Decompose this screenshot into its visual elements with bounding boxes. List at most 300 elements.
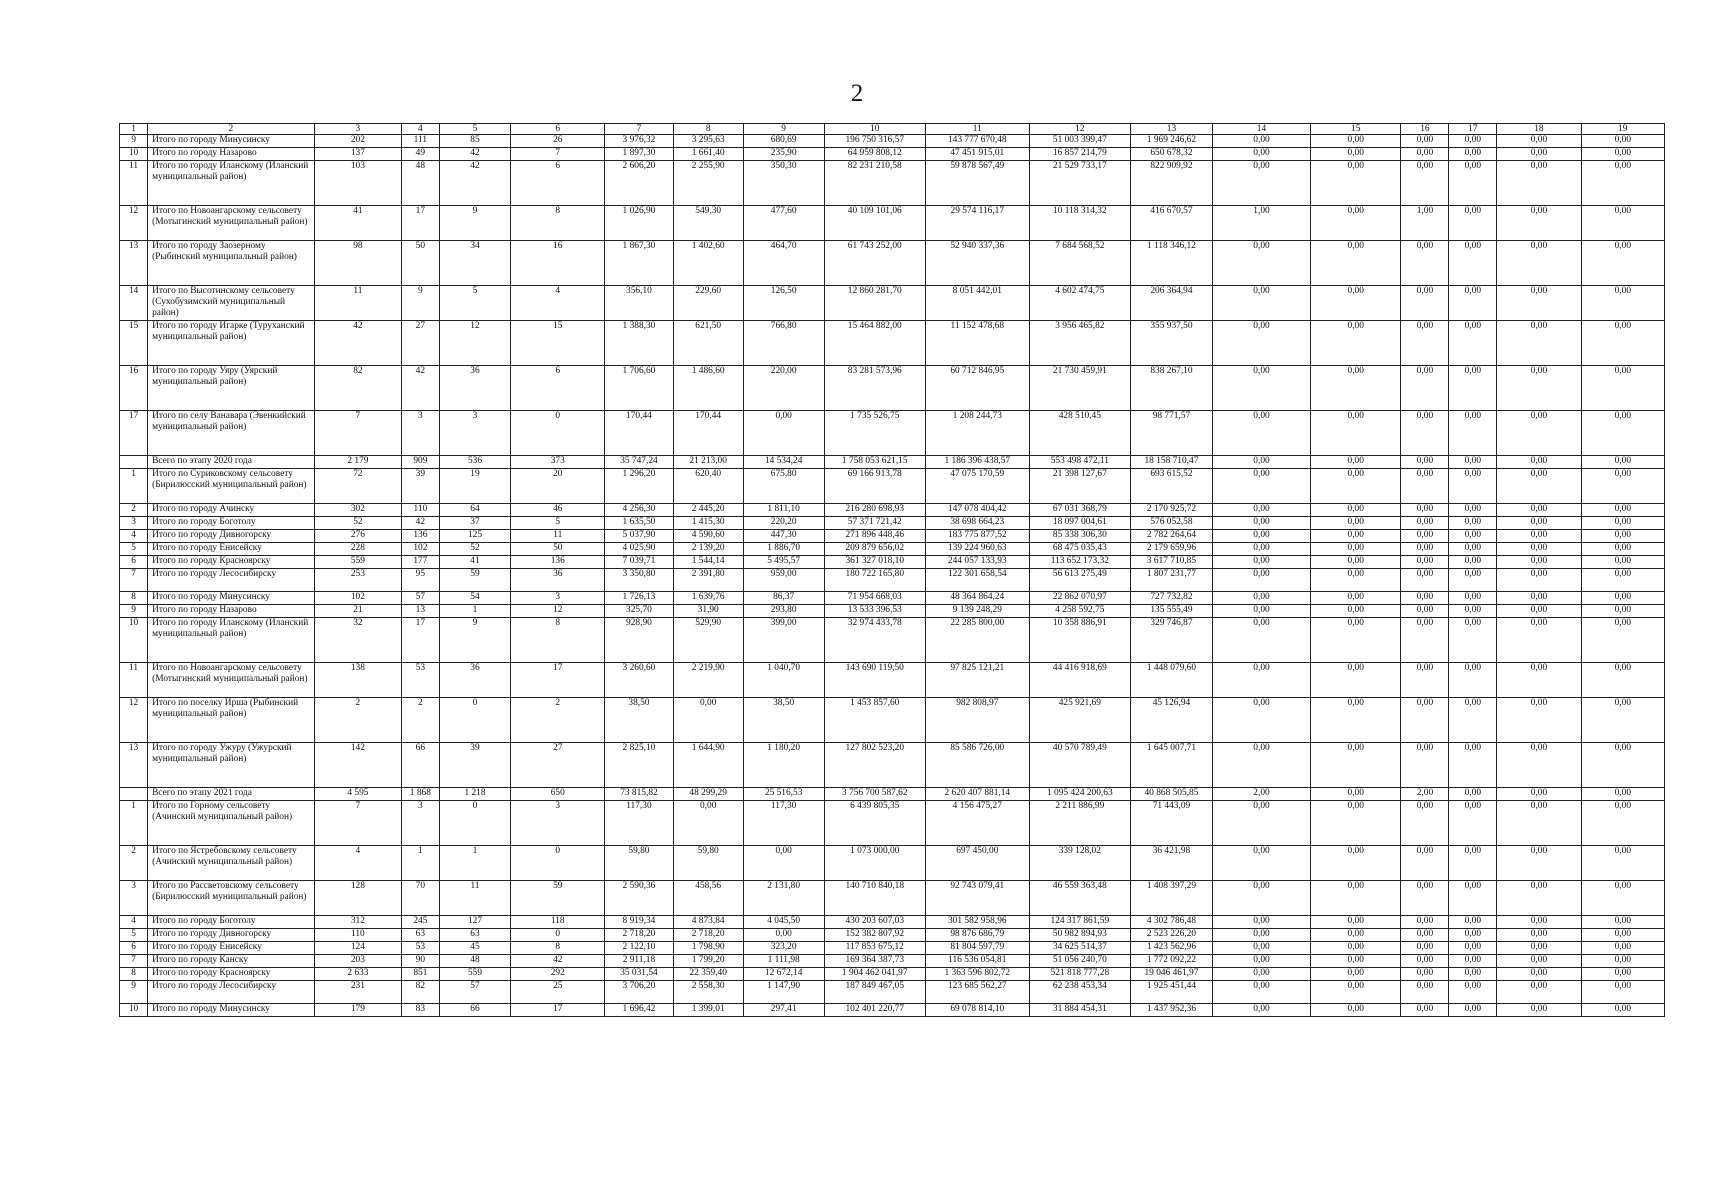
- table-cell: 0,00: [1581, 135, 1664, 148]
- table-cell: 26: [511, 135, 605, 148]
- table-cell: 59: [439, 569, 511, 592]
- table-cell: 118: [511, 916, 605, 929]
- table-row: [120, 504, 1665, 517]
- table-cell: 0,00: [1497, 206, 1581, 241]
- table-cell: 67 031 368,79: [1029, 504, 1130, 517]
- row-number-cell: 6: [120, 942, 148, 955]
- table-cell: 5 495,57: [743, 556, 824, 569]
- table-cell: 46 559 363,48: [1029, 881, 1130, 916]
- table-cell: 42: [439, 148, 511, 161]
- table-cell: 0,00: [1401, 881, 1449, 916]
- table-cell: 0,00: [1449, 321, 1497, 366]
- table-cell: 0,00: [1310, 663, 1401, 698]
- table-cell: 35 031,54: [605, 968, 674, 981]
- table-cell: 559: [314, 556, 401, 569]
- table-cell: 822 909,92: [1130, 161, 1212, 206]
- table-cell: 2: [314, 698, 401, 743]
- table-cell: 0,00: [1497, 801, 1581, 846]
- row-number-cell: 8: [120, 968, 148, 981]
- table-cell: 0,00: [1497, 241, 1581, 286]
- table-cell: 36: [439, 663, 511, 698]
- table-cell: 2 255,90: [673, 161, 743, 206]
- table-cell: 0,00: [1497, 942, 1581, 955]
- table-cell: 0,00: [1213, 286, 1311, 321]
- table-cell: 0,00: [1213, 456, 1311, 469]
- table-cell: 0,00: [1581, 148, 1664, 161]
- table-cell: 0,00: [1497, 743, 1581, 788]
- table-cell: 97 825 121,21: [925, 663, 1029, 698]
- table-cell: 0,00: [1497, 618, 1581, 663]
- table-cell: 209 879 656,02: [824, 543, 925, 556]
- table-cell: 1 402,60: [673, 241, 743, 286]
- table-cell: 18 097 004,61: [1029, 517, 1130, 530]
- table-cell: 71 954 668,03: [824, 592, 925, 605]
- table-cell: 0,00: [1581, 569, 1664, 592]
- table-cell: 69 078 814,10: [925, 1004, 1029, 1017]
- table-cell: 1 026,90: [605, 206, 674, 241]
- table-cell: 0,00: [1401, 161, 1449, 206]
- table-cell: 576 052,58: [1130, 517, 1212, 530]
- table-cell: 0,00: [1310, 148, 1401, 161]
- table-cell: 0,00: [1497, 846, 1581, 881]
- row-number-cell: 13: [120, 743, 148, 788]
- table-cell: 697 450,00: [925, 846, 1029, 881]
- table-cell: 124: [314, 942, 401, 955]
- table-cell: 2 558,30: [673, 981, 743, 1004]
- territory-name-cell: Итого по городу Канску: [148, 955, 315, 968]
- table-cell: 0,00: [1310, 929, 1401, 942]
- table-cell: 1 644,90: [673, 743, 743, 788]
- table-cell: 0,00: [1310, 241, 1401, 286]
- table-cell: 56 613 275,49: [1029, 569, 1130, 592]
- table-cell: 292: [511, 968, 605, 981]
- table-cell: 0,00: [1581, 698, 1664, 743]
- table-cell: 4: [511, 286, 605, 321]
- table-cell: 50: [402, 241, 439, 286]
- table-cell: 68 475 035,43: [1029, 543, 1130, 556]
- table-cell: 127: [439, 916, 511, 929]
- table-cell: 0,00: [1213, 148, 1311, 161]
- table-cell: 0,00: [1401, 135, 1449, 148]
- table-cell: 22 359,40: [673, 968, 743, 981]
- table-cell: 0,00: [1310, 543, 1401, 556]
- table-cell: 0,00: [1213, 469, 1311, 504]
- table-cell: 140 710 840,18: [824, 881, 925, 916]
- table-cell: 0,00: [1401, 801, 1449, 846]
- table-cell: 1 544,14: [673, 556, 743, 569]
- column-number: 8: [673, 124, 743, 135]
- table-cell: 0,00: [1449, 929, 1497, 942]
- table-row: [120, 981, 1665, 1004]
- table-row: [120, 618, 1665, 663]
- table-cell: 2 170 925,72: [1130, 504, 1212, 517]
- table-cell: 235,90: [743, 148, 824, 161]
- table-cell: 0,00: [1310, 569, 1401, 592]
- table-cell: 373: [511, 456, 605, 469]
- table-cell: 117,30: [605, 801, 674, 846]
- table-cell: 0,00: [1449, 286, 1497, 321]
- table-cell: 136: [511, 556, 605, 569]
- table-cell: 3 706,20: [605, 981, 674, 1004]
- table-cell: 126,50: [743, 286, 824, 321]
- table-cell: 0,00: [1213, 618, 1311, 663]
- territory-name-cell: Итого по городу Красноярску: [148, 556, 315, 569]
- table-cell: 15 464 882,00: [824, 321, 925, 366]
- table-cell: 0,00: [1497, 366, 1581, 411]
- territory-name-cell: Итого по Рассветовскому сельсовету (Бирилюсский муниципальный район): [148, 881, 315, 916]
- table-cell: 102 401 220,77: [824, 1004, 925, 1017]
- table-cell: 42: [511, 955, 605, 968]
- table-cell: 0,00: [1310, 504, 1401, 517]
- table-cell: 2 219,90: [673, 663, 743, 698]
- table-cell: 2,00: [1401, 788, 1449, 801]
- table-cell: 2 620 407 881,14: [925, 788, 1029, 801]
- row-number-cell: [120, 456, 148, 469]
- table-cell: 85 338 306,30: [1029, 530, 1130, 543]
- table-cell: 18 158 710,47: [1130, 456, 1212, 469]
- table-cell: 1 639,76: [673, 592, 743, 605]
- territory-name-cell: Итого по городу Минусинску: [148, 135, 315, 148]
- territory-name-cell: Итого по городу Ужуру (Ужурский муниципальный район): [148, 743, 315, 788]
- table-cell: 2 590,36: [605, 881, 674, 916]
- territory-name-cell: Всего по этапу 2021 года: [148, 788, 315, 801]
- table-cell: 0,00: [1581, 286, 1664, 321]
- table-cell: 0,00: [1213, 530, 1311, 543]
- table-cell: 187 849 467,05: [824, 981, 925, 1004]
- table-cell: 0,00: [1449, 605, 1497, 618]
- table-cell: 47 451 915,01: [925, 148, 1029, 161]
- table-cell: 83: [402, 1004, 439, 1017]
- table-cell: 0,00: [1497, 955, 1581, 968]
- territory-name-cell: Итого по городу Красноярску: [148, 968, 315, 981]
- table-cell: 0,00: [1213, 161, 1311, 206]
- table-cell: 137: [314, 148, 401, 161]
- table-cell: 1 897,30: [605, 148, 674, 161]
- table-cell: 1 208 244,73: [925, 411, 1029, 456]
- table-cell: 0,00: [1310, 881, 1401, 916]
- table-cell: 1 735 526,75: [824, 411, 925, 456]
- table-cell: 1 363 596 802,72: [925, 968, 1029, 981]
- table-cell: 170,44: [605, 411, 674, 456]
- table-cell: 52: [439, 543, 511, 556]
- territory-name-cell: Итого по городу Минусинску: [148, 1004, 315, 1017]
- table-cell: 0,00: [1310, 366, 1401, 411]
- table-cell: 0,00: [1213, 846, 1311, 881]
- column-number: 12: [1029, 124, 1130, 135]
- table-cell: 5 037,90: [605, 530, 674, 543]
- row-number-cell: 9: [120, 981, 148, 1004]
- table-cell: 1 095 424 200,63: [1029, 788, 1130, 801]
- territory-name-cell: Итого по городу Дивногорску: [148, 530, 315, 543]
- table-cell: 53: [402, 942, 439, 955]
- table-cell: 66: [439, 1004, 511, 1017]
- table-cell: 21: [314, 605, 401, 618]
- table-cell: 8 919,34: [605, 916, 674, 929]
- data-table: [119, 123, 1665, 1017]
- table-cell: 0,00: [1497, 556, 1581, 569]
- table-cell: 1 218: [439, 788, 511, 801]
- table-cell: 982 808,97: [925, 698, 1029, 743]
- table-cell: 179: [314, 1004, 401, 1017]
- table-cell: 1 868: [402, 788, 439, 801]
- table-cell: 0,00: [1449, 788, 1497, 801]
- territory-name-cell: Итого по городу Назарово: [148, 605, 315, 618]
- table-cell: 11 152 478,68: [925, 321, 1029, 366]
- table-cell: 1 811,10: [743, 504, 824, 517]
- table-cell: 0,00: [1401, 148, 1449, 161]
- table-cell: 0,00: [1449, 569, 1497, 592]
- table-cell: 11: [439, 881, 511, 916]
- table-cell: 4 602 474,75: [1029, 286, 1130, 321]
- table-cell: 0,00: [1449, 517, 1497, 530]
- column-number: 6: [511, 124, 605, 135]
- table-cell: 1 040,70: [743, 663, 824, 698]
- row-number-cell: 1: [120, 469, 148, 504]
- table-cell: 325,70: [605, 605, 674, 618]
- table-cell: 1: [439, 846, 511, 881]
- table-cell: 3 756 700 587,62: [824, 788, 925, 801]
- table-cell: 0,00: [1213, 135, 1311, 148]
- table-cell: 0,00: [1213, 743, 1311, 788]
- table-row: [120, 135, 1665, 148]
- table-cell: 0,00: [1449, 955, 1497, 968]
- table-cell: 17: [511, 663, 605, 698]
- table-cell: 7: [511, 148, 605, 161]
- table-cell: 0,00: [1497, 981, 1581, 1004]
- table-cell: 0,00: [1310, 605, 1401, 618]
- table-cell: 0,00: [1497, 530, 1581, 543]
- table-cell: 110: [314, 929, 401, 942]
- row-number-cell: 12: [120, 698, 148, 743]
- table-cell: 3 260,60: [605, 663, 674, 698]
- table-cell: 0,00: [1310, 1004, 1401, 1017]
- table-cell: 464,70: [743, 241, 824, 286]
- table-cell: 0,00: [1497, 504, 1581, 517]
- table-row: [120, 801, 1665, 846]
- table-cell: 0,00: [1213, 1004, 1311, 1017]
- table-cell: 271 896 448,46: [824, 530, 925, 543]
- table-cell: 169 364 387,73: [824, 955, 925, 968]
- table-cell: 0,00: [1449, 743, 1497, 788]
- territory-name-cell: Итого по городу Лесосибирску: [148, 569, 315, 592]
- table-cell: 0,00: [1449, 206, 1497, 241]
- table-cell: 339 128,02: [1029, 846, 1130, 881]
- table-cell: 13 533 396,53: [824, 605, 925, 618]
- table-cell: 0,00: [1310, 321, 1401, 366]
- table-cell: 0,00: [1449, 135, 1497, 148]
- table-cell: 0,00: [1449, 942, 1497, 955]
- row-number-cell: 5: [120, 543, 148, 556]
- column-number: 19: [1581, 124, 1664, 135]
- table-cell: 0,00: [1401, 846, 1449, 881]
- table-cell: 0,00: [1497, 456, 1581, 469]
- table-cell: 49: [402, 148, 439, 161]
- table-cell: 2 391,80: [673, 569, 743, 592]
- table-cell: 0,00: [1310, 801, 1401, 846]
- table-cell: 35 747,24: [605, 456, 674, 469]
- table-cell: 447,30: [743, 530, 824, 543]
- table-cell: 0,00: [1497, 592, 1581, 605]
- table-cell: 1,00: [1401, 206, 1449, 241]
- table-cell: 4 258 592,75: [1029, 605, 1130, 618]
- table-cell: 64 959 808,12: [824, 148, 925, 161]
- table-cell: 202: [314, 135, 401, 148]
- table-cell: 216 280 698,93: [824, 504, 925, 517]
- table-cell: 61 743 252,00: [824, 241, 925, 286]
- table-cell: 1 799,20: [673, 955, 743, 968]
- table-cell: 4 873,84: [673, 916, 743, 929]
- table-cell: 0,00: [1310, 592, 1401, 605]
- table-cell: 1 726,13: [605, 592, 674, 605]
- table-cell: 928,90: [605, 618, 674, 663]
- table-cell: 59,80: [605, 846, 674, 881]
- table-cell: 3 956 465,82: [1029, 321, 1130, 366]
- table-cell: 0,00: [1449, 846, 1497, 881]
- table-cell: 0,00: [1213, 366, 1311, 411]
- table-cell: 0,00: [1581, 968, 1664, 981]
- table-cell: 152 382 807,92: [824, 929, 925, 942]
- table-cell: 0,00: [1401, 605, 1449, 618]
- table-cell: 0,00: [1310, 743, 1401, 788]
- table-cell: 959,00: [743, 569, 824, 592]
- table-cell: 52: [314, 517, 401, 530]
- table-cell: 0,00: [1581, 592, 1664, 605]
- territory-name-cell: Итого по городу Иланскому (Иланский муниципальный район): [148, 618, 315, 663]
- table-cell: 59,80: [673, 846, 743, 881]
- table-cell: 0,00: [1401, 981, 1449, 1004]
- table-cell: 220,00: [743, 366, 824, 411]
- table-cell: 45 126,94: [1130, 698, 1212, 743]
- territory-name-cell: Всего по этапу 2020 года: [148, 456, 315, 469]
- table-cell: 42: [402, 366, 439, 411]
- table-cell: 22 285 800,00: [925, 618, 1029, 663]
- table-cell: 0,00: [1581, 881, 1664, 916]
- table-cell: 549,30: [673, 206, 743, 241]
- table-cell: 51 003 399,47: [1029, 135, 1130, 148]
- table-cell: 0,00: [1310, 517, 1401, 530]
- table-cell: 83 281 573,96: [824, 366, 925, 411]
- table-row: [120, 517, 1665, 530]
- table-cell: 21 398 127,67: [1029, 469, 1130, 504]
- table-cell: 2 122,10: [605, 942, 674, 955]
- territory-name-cell: Итого по городу Лесосибирску: [148, 981, 315, 1004]
- table-cell: 0,00: [1310, 942, 1401, 955]
- row-number-cell: 3: [120, 517, 148, 530]
- stage-total-row: [120, 456, 1665, 469]
- table-cell: 0,00: [1213, 663, 1311, 698]
- table-cell: 0,00: [1310, 456, 1401, 469]
- table-cell: 111: [402, 135, 439, 148]
- table-cell: 34: [439, 241, 511, 286]
- table-cell: 3: [402, 411, 439, 456]
- table-cell: 0,00: [1449, 981, 1497, 1004]
- table-cell: 1 635,50: [605, 517, 674, 530]
- table-cell: 113 652 173,32: [1029, 556, 1130, 569]
- table-cell: 180 722 165,80: [824, 569, 925, 592]
- table-cell: 0,00: [1401, 504, 1449, 517]
- column-number: 14: [1213, 124, 1311, 135]
- table-cell: 0,00: [1497, 881, 1581, 916]
- table-cell: 9: [402, 286, 439, 321]
- table-cell: 19: [439, 469, 511, 504]
- column-number: 15: [1310, 124, 1401, 135]
- table-cell: 0,00: [1213, 411, 1311, 456]
- table-cell: 0,00: [1401, 968, 1449, 981]
- column-number: 13: [1130, 124, 1212, 135]
- table-row: [120, 569, 1665, 592]
- table-cell: 82: [402, 981, 439, 1004]
- table-row: [120, 955, 1665, 968]
- table-cell: 0,00: [1401, 456, 1449, 469]
- table-cell: 458,56: [673, 881, 743, 916]
- table-cell: 0,00: [1310, 411, 1401, 456]
- table-cell: 17: [402, 618, 439, 663]
- table-cell: 0,00: [1581, 981, 1664, 1004]
- table-cell: 2 782 264,64: [1130, 530, 1212, 543]
- table-cell: 0,00: [1401, 929, 1449, 942]
- table-cell: 4 590,60: [673, 530, 743, 543]
- table-cell: 0,00: [1449, 456, 1497, 469]
- table-cell: 553 498 472,11: [1029, 456, 1130, 469]
- table-cell: 57 371 721,42: [824, 517, 925, 530]
- table-cell: 253: [314, 569, 401, 592]
- table-cell: 85 586 726,00: [925, 743, 1029, 788]
- stage-total-row: [120, 788, 1665, 801]
- table-cell: 48 299,29: [673, 788, 743, 801]
- table-cell: 0,00: [1401, 942, 1449, 955]
- table-cell: 0,00: [1310, 981, 1401, 1004]
- table-cell: 135 555,49: [1130, 605, 1212, 618]
- territory-name-cell: Итого по городу Заозерному (Рыбинский муниципальный район): [148, 241, 315, 286]
- table-cell: 1 645 007,71: [1130, 743, 1212, 788]
- table-row: [120, 929, 1665, 942]
- table-cell: 51 056 240,70: [1029, 955, 1130, 968]
- table-cell: 620,40: [673, 469, 743, 504]
- table-cell: 0,00: [1497, 469, 1581, 504]
- table-cell: 1 696,42: [605, 1004, 674, 1017]
- table-cell: 1 772 092,22: [1130, 955, 1212, 968]
- column-number: 5: [439, 124, 511, 135]
- table-cell: 1 758 053 621,15: [824, 456, 925, 469]
- table-cell: 1: [402, 846, 439, 881]
- table-row: [120, 846, 1665, 881]
- table-cell: 851: [402, 968, 439, 981]
- table-cell: 2,00: [1213, 788, 1311, 801]
- table-cell: 1 661,40: [673, 148, 743, 161]
- table-cell: 0: [439, 801, 511, 846]
- table-cell: 1 904 462 041,97: [824, 968, 925, 981]
- table-cell: 0,00: [1213, 929, 1311, 942]
- table-cell: 0: [511, 411, 605, 456]
- table-cell: 1 925 451,44: [1130, 981, 1212, 1004]
- table-cell: 0,00: [1581, 241, 1664, 286]
- table-cell: 0,00: [1581, 530, 1664, 543]
- table-cell: 276: [314, 530, 401, 543]
- table-cell: 12 672,14: [743, 968, 824, 981]
- table-cell: 6 439 805,35: [824, 801, 925, 846]
- column-number: 3: [314, 124, 401, 135]
- table-cell: 1 437 952,36: [1130, 1004, 1212, 1017]
- table-cell: 350,30: [743, 161, 824, 206]
- table-cell: 98 771,57: [1130, 411, 1212, 456]
- table-cell: 0,00: [1213, 981, 1311, 1004]
- table-cell: 0,00: [1581, 929, 1664, 942]
- table-cell: 0,00: [1310, 556, 1401, 569]
- page-number: 2: [850, 80, 864, 107]
- territory-name-cell: Итого по городу Назарово: [148, 148, 315, 161]
- table-cell: 0,00: [1310, 286, 1401, 321]
- table-cell: 2 523 226,20: [1130, 929, 1212, 942]
